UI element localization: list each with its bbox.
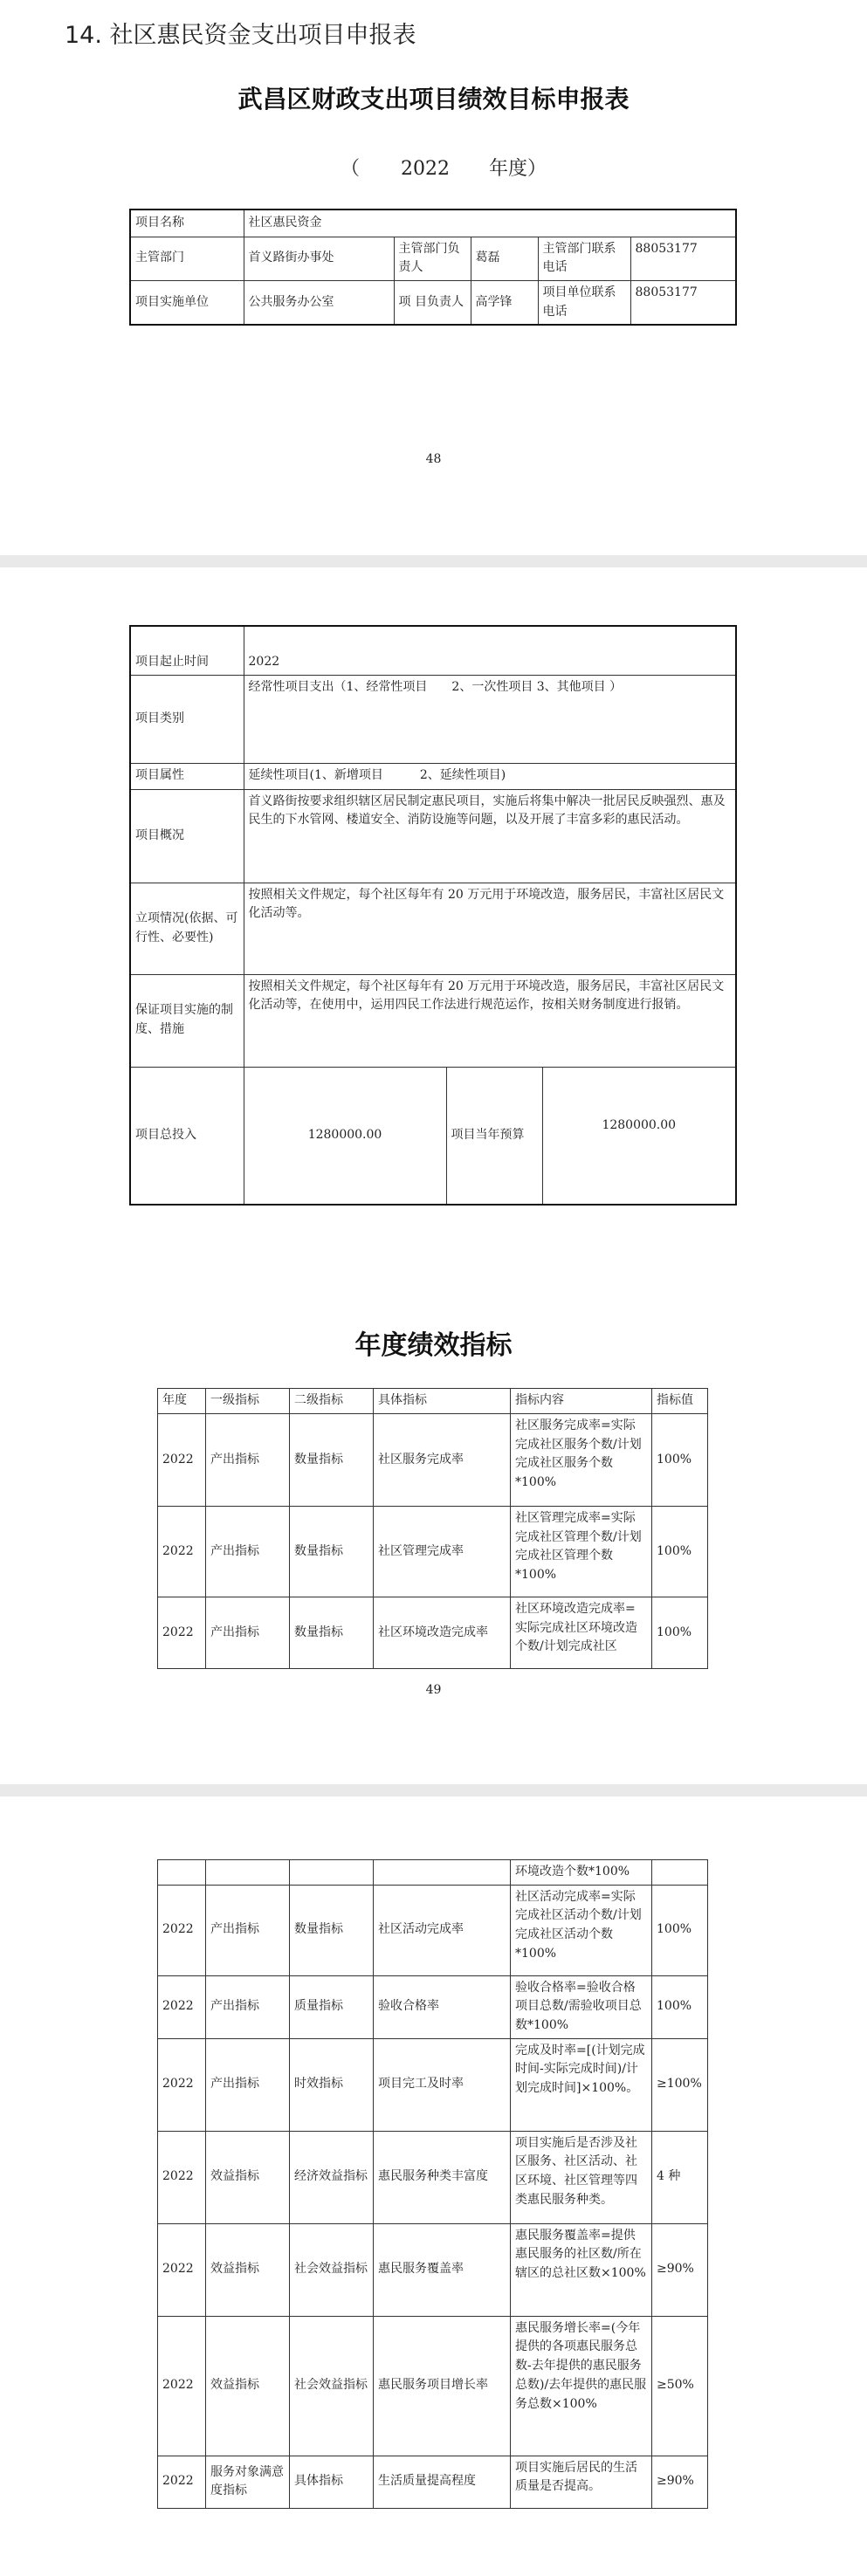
col-header-value: 指标值 (652, 1389, 708, 1414)
indicator-year: 2022 (158, 2223, 206, 2316)
indicator-value: ≥50% (652, 2316, 708, 2456)
impl-unit-label: 项目实施单位 (130, 280, 244, 325)
indicator-content: 完成及时率=[(计划完成时间-实际完成时间)/计划完成时间]×100%。 (511, 2038, 652, 2131)
impl-phone-value: 88053177 (630, 280, 736, 325)
basis-value: 按照相关文件规定，每个社区每年有 20 万元用于环境改造，服务居民，丰富社区居民文化活动等。 (244, 883, 736, 974)
indicator-content: 社区活动完成率=实际完成社区活动个数/计划完成社区活动个数*100% (511, 1885, 652, 1975)
indicator-level1: 效益指标 (206, 2316, 290, 2456)
annual-indicators-title: 年度绩效指标 (354, 1330, 513, 1361)
indicator-row (158, 2131, 708, 2223)
indicator-year: 2022 (158, 1597, 206, 1669)
indicator-level2: 数量指标 (290, 1414, 374, 1507)
indicators-table-page2 (157, 1388, 708, 1669)
indicator-row (158, 2316, 708, 2456)
indicator-row (158, 1885, 708, 1975)
dept-label: 主管部门 (130, 237, 244, 280)
indicator-level1: 产出指标 (206, 1975, 290, 2038)
col-header-year: 年度 (158, 1389, 206, 1414)
indicator-content: 惠民服务增长率=(今年提供的各项惠民服务总数-去年提供的惠民服务总数)/去年提供的惠民服务总数×100% (511, 2316, 652, 2456)
indicator-spec: 生活质量提高程度 (374, 2456, 511, 2508)
period-label: 项目起止时间 (130, 626, 244, 675)
col-header-level2: 二级指标 (290, 1389, 374, 1414)
indicator-year: 2022 (158, 1414, 206, 1507)
indicator-year: 2022 (158, 1975, 206, 2038)
col-header-content: 指标内容 (511, 1389, 652, 1414)
project-name-label: 项目名称 (130, 210, 244, 237)
period-value: 2022 (244, 626, 736, 675)
indicator-level2: 数量指标 (290, 1597, 374, 1669)
indicator-row (158, 1597, 708, 1669)
indicator-level1: 产出指标 (206, 1507, 290, 1597)
indicator-year: 2022 (158, 2131, 206, 2223)
section-title: 14. 社区惠民资金支出项目申报表 (65, 22, 416, 49)
indicator-row (158, 1975, 708, 2038)
project-info-table (129, 625, 737, 1206)
indicator-row (158, 2038, 708, 2131)
indicator-level2: 社会效益指标 (290, 2223, 374, 2316)
indicator-level1: 产出指标 (206, 2038, 290, 2131)
overview-value: 首义路街按要求组织辖区居民制定惠民项目，实施后将集中解决一批居民反映强烈、惠及民生的下水管网、楼道安全、消防设施等问题，以及开展了丰富多彩的惠民活动。 (244, 789, 736, 883)
budget-value: 1280000.00 (542, 1067, 736, 1205)
year-line: （ 2022 年度） (341, 158, 547, 180)
dept-phone-value: 88053177 (630, 237, 736, 280)
indicator-spec: 验收合格率 (374, 1975, 511, 2038)
continuation-cell: 环境改造个数*100% (511, 1860, 652, 1886)
page-number: 48 (425, 452, 442, 466)
dept-head-value: 葛磊 (471, 237, 538, 280)
report-year: 2022 (401, 158, 451, 180)
indicator-level1: 效益指标 (206, 2223, 290, 2316)
total-label: 项目总投入 (130, 1067, 244, 1205)
indicator-level2: 数量指标 (290, 1885, 374, 1975)
indicator-value: 4 种 (652, 2131, 708, 2223)
guarantee-label: 保证项目实施的制度、措施 (130, 974, 244, 1067)
attribute-label: 项目属性 (130, 763, 244, 789)
indicator-year: 2022 (158, 2316, 206, 2456)
indicator-spec: 项目完工及时率 (374, 2038, 511, 2131)
indicator-year: 2022 (158, 2456, 206, 2508)
indicator-value: ≥90% (652, 2223, 708, 2316)
category-value: 经常性项目支出（1、经常性项目 2、一次性项目 3、其他项目 ） (244, 675, 736, 763)
indicator-value: 100% (652, 1885, 708, 1975)
indicator-spec: 惠民服务覆盖率 (374, 2223, 511, 2316)
indicator-row (158, 1414, 708, 1507)
indicator-row (158, 2456, 708, 2508)
dept-phone-label: 主管部门联系电话 (538, 237, 630, 280)
indicator-level2: 时效指标 (290, 2038, 374, 2131)
basic-info-table (129, 209, 737, 326)
indicator-content: 项目实施后居民的生活质量是否提高。 (511, 2456, 652, 2508)
indicator-level2: 质量指标 (290, 1975, 374, 2038)
indicator-spec: 社区环境改造完成率 (374, 1597, 511, 1669)
indicator-value: 100% (652, 1507, 708, 1597)
indicator-level2: 具体指标 (290, 2456, 374, 2508)
dept-head-label: 主管部门负责人 (394, 237, 471, 280)
attribute-value: 延续性项目(1、新增项目 2、延续性项目) (244, 763, 736, 789)
indicator-level2: 社会效益指标 (290, 2316, 374, 2456)
indicator-level1: 服务对象满意度指标 (206, 2456, 290, 2508)
impl-head-label: 项 目负责人 (394, 280, 471, 325)
indicator-content: 项目实施后是否涉及社区服务、社区活动、社区环境、社区管理等四类惠民服务种类。 (511, 2131, 652, 2223)
indicator-spec: 惠民服务项目增长率 (374, 2316, 511, 2456)
indicator-level2: 经济效益指标 (290, 2131, 374, 2223)
indicator-spec: 社区管理完成率 (374, 1507, 511, 1597)
guarantee-value: 按照相关文件规定，每个社区每年有 20 万元用于环境改造，服务居民，丰富社区居民文化活动等，在使用中，运用四民工作法进行规范运作，按相关财务制度进行报销。 (244, 974, 736, 1067)
indicator-spec: 社区活动完成率 (374, 1885, 511, 1975)
indicator-value: 100% (652, 1597, 708, 1669)
impl-unit-value: 公共服务办公室 (244, 280, 394, 325)
impl-head-value: 高学锋 (471, 280, 538, 325)
indicator-row (158, 1507, 708, 1597)
budget-label: 项目当年预算 (446, 1067, 542, 1205)
indicators-table-page3 (157, 1859, 708, 2509)
indicator-row (158, 2223, 708, 2316)
doc-title: 武昌区财政支出项目绩效目标申报表 (237, 85, 630, 113)
indicator-content: 社区环境改造完成率=实际完成社区环境改造个数/计划完成社区 (511, 1597, 652, 1669)
indicator-content: 惠民服务覆盖率=提供惠民服务的社区数/所在辖区的总社区数×100% (511, 2223, 652, 2316)
col-header-spec: 具体指标 (374, 1389, 511, 1414)
category-label: 项目类别 (130, 675, 244, 763)
indicator-content: 验收合格率=验收合格项目总数/需验收项目总数*100% (511, 1975, 652, 2038)
indicator-value: ≥100% (652, 2038, 708, 2131)
indicator-value: ≥90% (652, 2456, 708, 2508)
page-separator (0, 1784, 867, 1796)
indicator-level1: 产出指标 (206, 1597, 290, 1669)
indicator-level2: 数量指标 (290, 1507, 374, 1597)
indicator-level1: 产出指标 (206, 1414, 290, 1507)
indicator-value: 100% (652, 1975, 708, 2038)
page-separator (0, 555, 867, 567)
col-header-level1: 一级指标 (206, 1389, 290, 1414)
overview-label: 项目概况 (130, 789, 244, 883)
total-value: 1280000.00 (244, 1067, 446, 1205)
indicator-level1: 效益指标 (206, 2131, 290, 2223)
page-number: 49 (425, 1683, 442, 1697)
indicator-year: 2022 (158, 1507, 206, 1597)
indicator-spec: 社区服务完成率 (374, 1414, 511, 1507)
dept-value: 首义路街办事处 (244, 237, 394, 280)
project-name-value: 社区惠民资金 (244, 210, 736, 237)
basis-label: 立项情况(依据、可行性、必要性) (130, 883, 244, 974)
indicator-year: 2022 (158, 2038, 206, 2131)
indicator-spec: 惠民服务种类丰富度 (374, 2131, 511, 2223)
indicator-value: 100% (652, 1414, 708, 1507)
indicator-year: 2022 (158, 1885, 206, 1975)
indicator-content: 社区服务完成率=实际完成社区服务个数/计划完成社区服务个数*100% (511, 1414, 652, 1507)
indicator-level1: 产出指标 (206, 1885, 290, 1975)
impl-phone-label: 项目单位联系电话 (538, 280, 630, 325)
indicator-content: 社区管理完成率=实际完成社区管理个数/计划完成社区管理个数*100% (511, 1507, 652, 1597)
